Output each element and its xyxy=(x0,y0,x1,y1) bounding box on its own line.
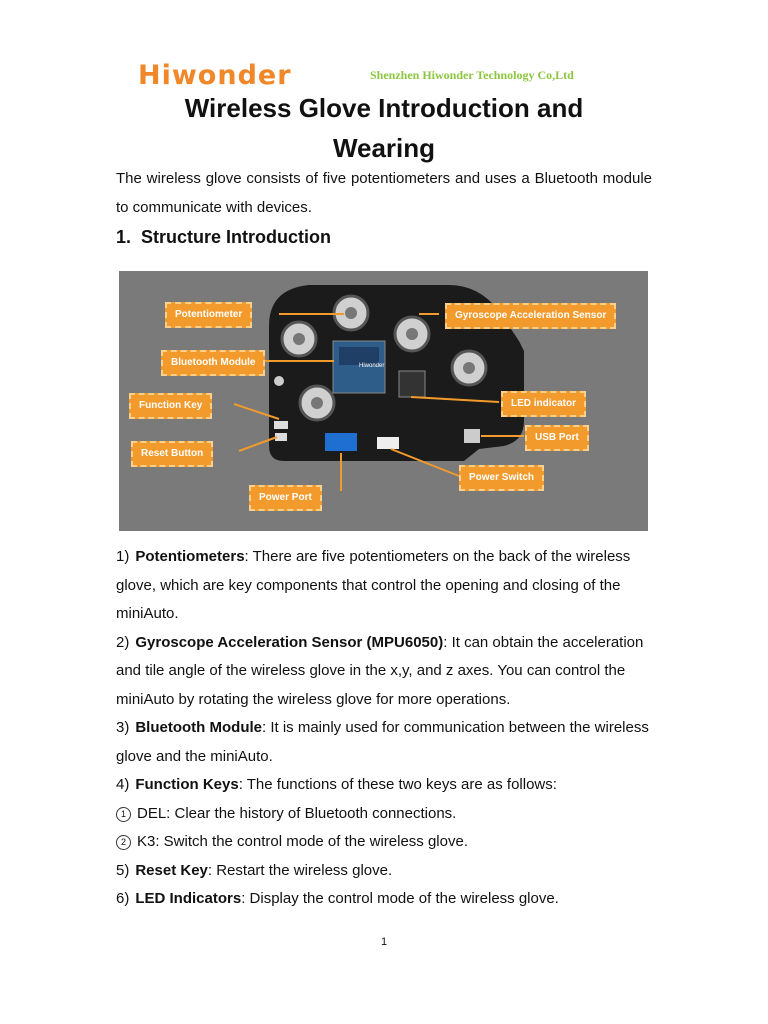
item-term: Bluetooth Module xyxy=(135,719,262,736)
callout-function-key: Function Key xyxy=(129,393,212,419)
title-line-1: Wireless Glove Introduction and xyxy=(184,93,584,123)
list-item: 2) Gyroscope Acceleration Sensor (MPU6050): It can obtain the acceleration and tile angle of the wireless glove in the x,y, and z axes. You can control the miniAuto by rotating the wireless glove for more operations. xyxy=(116,633,644,708)
item-term: Gyroscope Acceleration Sensor (MPU6050) xyxy=(135,633,444,651)
item-term: Potentiometers xyxy=(135,548,245,565)
list-item: 3) Bluetooth Module: It is mainly used for communication between the wireless glove and the miniAuto. xyxy=(116,719,649,765)
callout-gyroscope: Gyroscope Acceleration Sensor xyxy=(445,303,616,329)
power-port-terminal xyxy=(325,433,357,451)
list-item: 6) LED Indicators: Display the control mode of the wireless glove. xyxy=(116,890,559,907)
section-heading xyxy=(116,227,331,248)
company-name: Shenzhen Hiwonder Technology Co,Ltd xyxy=(370,68,574,82)
usb-port-component xyxy=(464,429,480,443)
hiwonder-logo: Hiwonder xyxy=(138,60,292,91)
circled-number-icon: 2 xyxy=(116,835,131,850)
page-header xyxy=(138,60,658,90)
item-term: LED Indicators xyxy=(135,890,242,907)
title-line-2: Wearing xyxy=(332,133,436,163)
power-switch-component xyxy=(377,437,399,449)
section-number: 1. xyxy=(116,227,132,247)
list-item: 4) Function Keys: The functions of these two keys are as follows: xyxy=(116,776,557,793)
callout-led-indicator: LED indicator xyxy=(501,391,586,417)
intro-paragraph: The wireless glove consists of five potentiometers and uses a Bluetooth module to communicate with devices. xyxy=(116,170,652,216)
list-item: 1) Potentiometers: There are five potentiometers on the back of the wireless glove, which are key components that control the opening and closing of the miniAuto. xyxy=(116,548,631,622)
callout-power-switch: Power Switch xyxy=(459,465,544,491)
board-diagram xyxy=(119,271,648,531)
list-item: 5) Reset Key: Restart the wireless glove. xyxy=(116,861,393,879)
page-title xyxy=(116,88,652,168)
component-list xyxy=(116,543,656,914)
page-number: 1 xyxy=(380,936,388,948)
board-label-text: Hiwonder xyxy=(359,363,385,369)
gyroscope-chip xyxy=(399,371,425,397)
item-term: Reset Key xyxy=(135,861,208,879)
sub-list-item: 1 DEL: Clear the history of Bluetooth connections. xyxy=(116,800,656,829)
callout-bluetooth: Bluetooth Module xyxy=(161,350,265,376)
section-title: Structure Introduction xyxy=(141,227,332,247)
sub-list-item: 2 K3: Switch the control mode of the wireless glove. xyxy=(116,828,656,857)
callout-usb-port: USB Port xyxy=(525,425,589,451)
item-term: Function Keys xyxy=(135,776,239,793)
callout-reset-button: Reset Button xyxy=(131,441,213,467)
callout-potentiometer: Potentiometer xyxy=(165,302,252,328)
callout-power-port: Power Port xyxy=(249,485,322,511)
circled-number-icon: 1 xyxy=(116,807,131,822)
